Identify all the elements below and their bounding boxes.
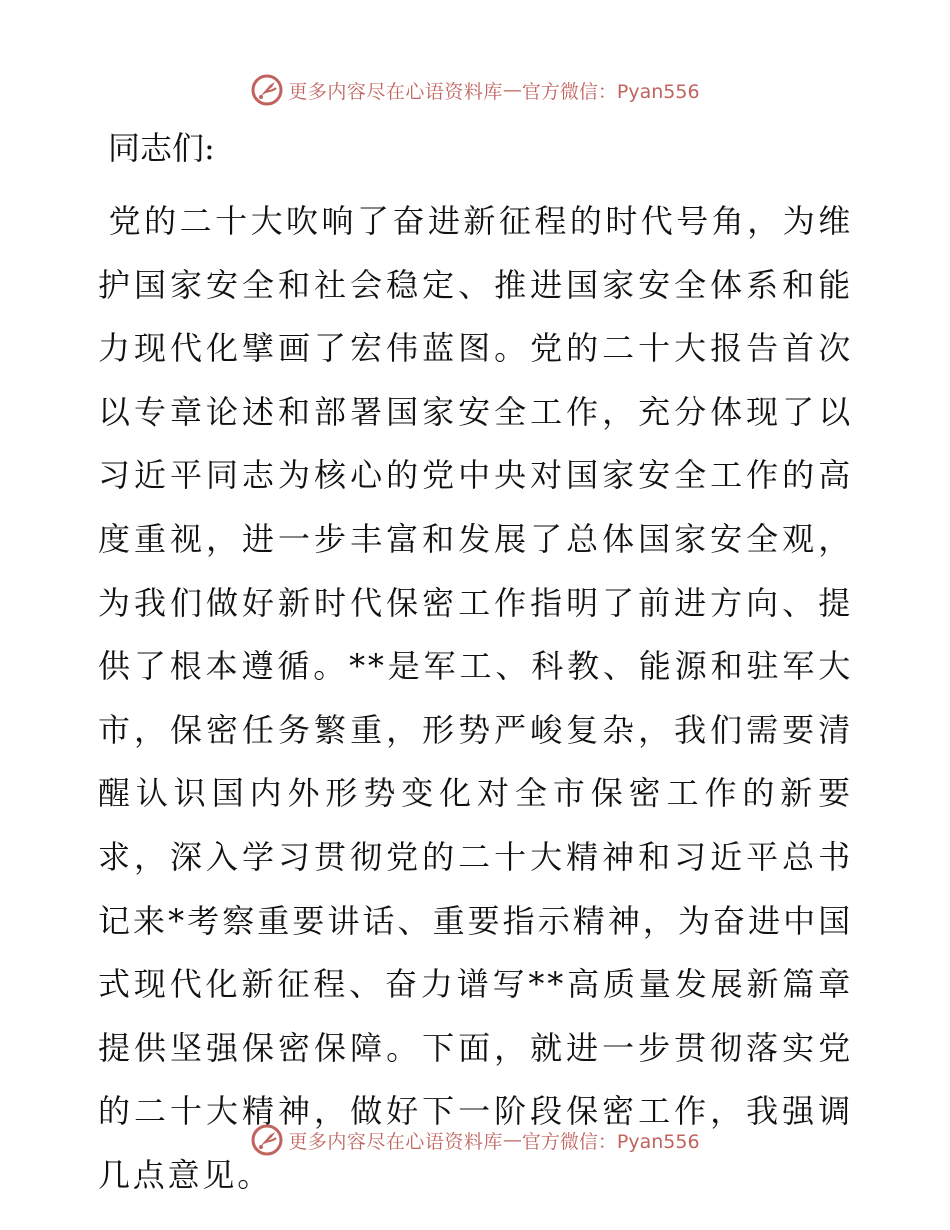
banner-wechat: 官方微信：Pyan556	[521, 1130, 700, 1153]
paragraph-text: 党的二十大吹响了奋进新征程的时代号角，为维护国家安全和社会稳定、推进国家安全体系和能力现代化擘画了宏伟蓝图。党的二十大报告首次以专章论述和部署国家安全工作，充分体现了以习近平同志为核心的党中央对国家安全工作的高度重视，进一步丰富和发展了总体国家安全观，为我们做好新时代保密工作指明了前进方向、提供了根本遵循。**是军工、科教、能源和驻军大市，保密任务繁重，形势严峻复杂，我们需要清醒认识国内外形势变化对全市保密工作的新要求，深入学习贯彻党的二十大精神和习近平总书记来*考察重要讲话、重要指示精神，为奋进中国式现代化新征程、奋力谱写**高质量发展新篇章提供坚强保密保障。下面，就进一步贯彻落实党的二十大精神，做好下一阶段保密工作，我强调几点意见。	[98, 202, 853, 1194]
banner-separator: —	[502, 79, 522, 101]
pen-nib-logo-icon	[250, 73, 284, 107]
header-banner	[0, 70, 950, 110]
pen-nib-logo-icon	[250, 1123, 284, 1157]
banner-slogan: 更多内容尽在心语资料库	[288, 80, 503, 103]
salutation: 同志们:	[108, 129, 215, 167]
footer-banner	[0, 1120, 950, 1160]
banner-wechat: 官方微信：Pyan556	[521, 80, 700, 103]
banner-slogan: 更多内容尽在心语资料库	[288, 1130, 503, 1153]
body-paragraph	[98, 190, 853, 1208]
banner-separator: —	[502, 1129, 522, 1151]
